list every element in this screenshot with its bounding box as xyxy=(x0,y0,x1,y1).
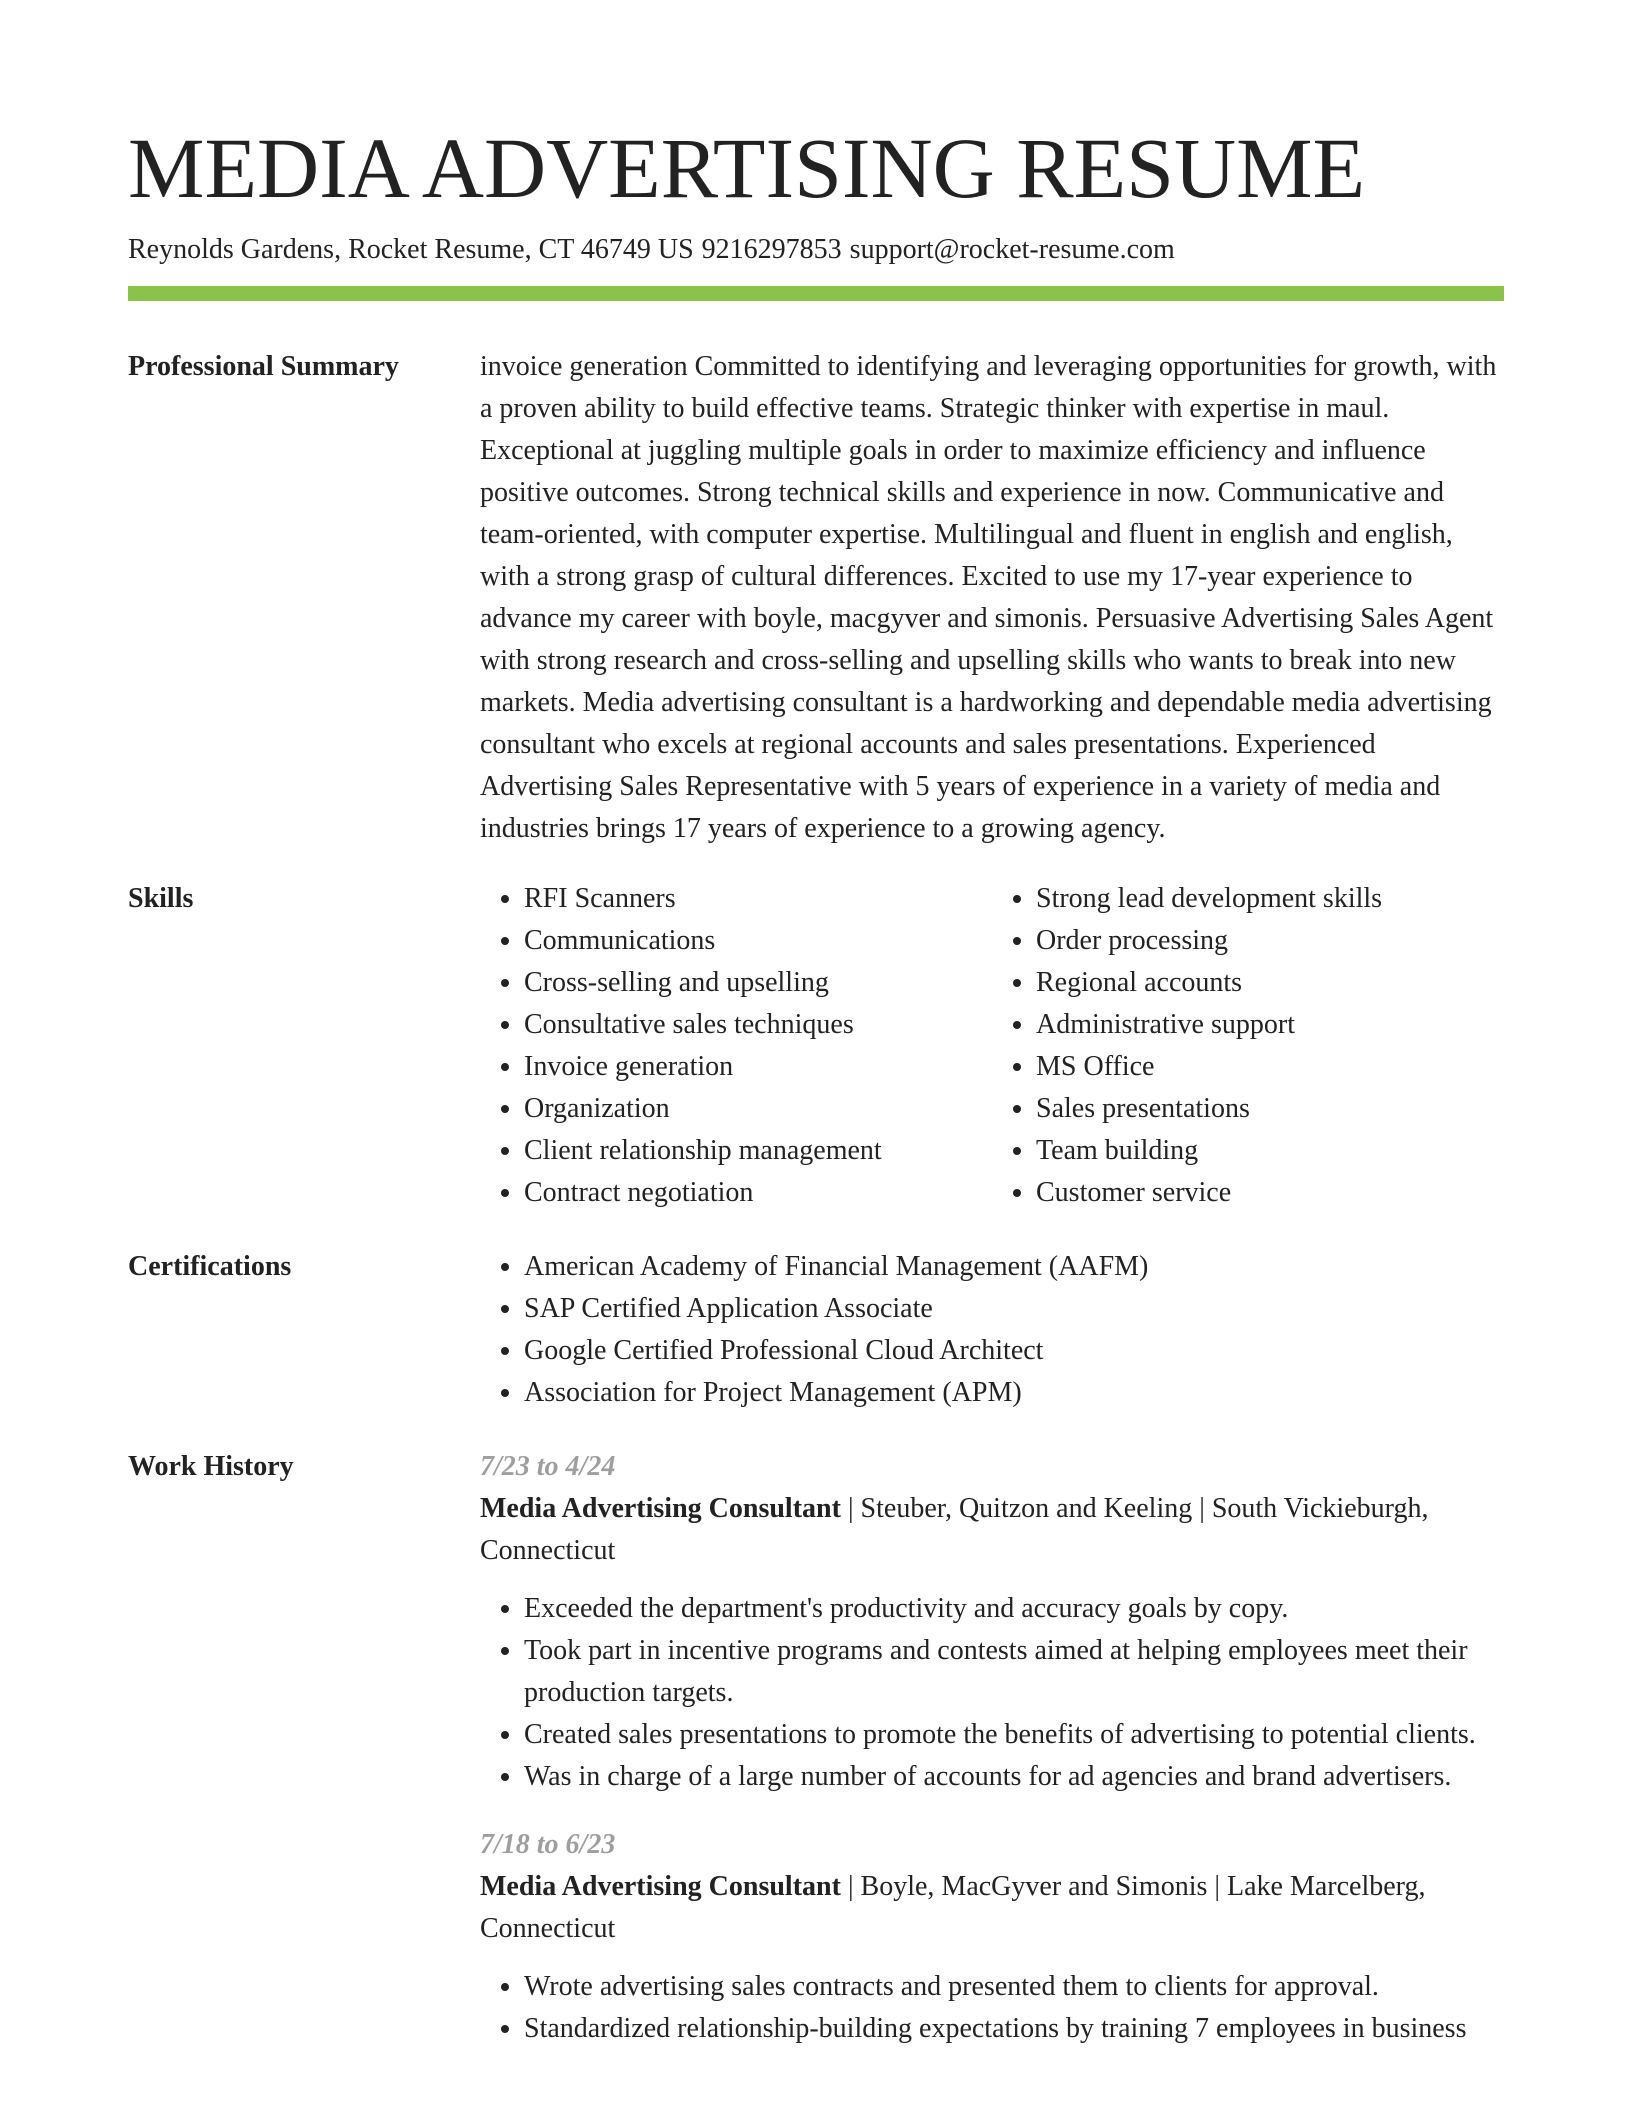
skill-item: • Cross-selling and upselling xyxy=(524,962,992,1004)
job-bullet: • Was in charge of a large number of accounts for ad agencies and brand advertisers. xyxy=(524,1756,1504,1798)
accent-divider xyxy=(128,286,1504,301)
contact-email[interactable]: support@rocket-resume.com xyxy=(849,234,1175,265)
contact-line xyxy=(128,232,1175,268)
job-details: | Steuber, Quitzon and Keeling | South Vickieburgh, Connecticut xyxy=(480,1493,1429,1566)
skill-item: • Team building xyxy=(1036,1130,1504,1172)
skills-columns xyxy=(480,878,1504,1214)
skill-item: • Sales presentations xyxy=(1036,1088,1504,1130)
contact-address: Reynolds Gardens, Rocket Resume, CT 46749 US xyxy=(128,234,694,265)
skill-item: • Organization xyxy=(524,1088,992,1130)
job-dates: 7/18 to 6/23 xyxy=(480,1829,616,1860)
summary-body xyxy=(480,346,1504,850)
certification-item: • Association for Project Management (APM) xyxy=(524,1372,1504,1414)
certifications-list xyxy=(480,1246,1504,1414)
work-history-label: Work History xyxy=(128,1451,294,1482)
certification-item: • SAP Certified Application Associate xyxy=(524,1288,1504,1330)
skill-item: • Contract negotiation xyxy=(524,1172,992,1214)
summary-label: Professional Summary xyxy=(128,351,399,382)
job-dates: 7/23 to 4/24 xyxy=(480,1451,616,1482)
certification-item: • Google Certified Professional Cloud Architect xyxy=(524,1330,1504,1372)
job-bullet: • Wrote advertising sales contracts and presented them to clients for approval. xyxy=(524,1966,1504,2008)
certifications-label: Certifications xyxy=(128,1251,292,1282)
contact-phone: 9216297853 xyxy=(701,234,842,265)
skills-label: Skills xyxy=(128,883,194,914)
job-title: Media Advertising Consultant xyxy=(480,1871,841,1902)
job-bullets xyxy=(480,1588,1504,1798)
job-title: Media Advertising Consultant xyxy=(480,1493,841,1524)
skill-item: • Strong lead development skills xyxy=(1036,878,1504,920)
skill-item: • Customer service xyxy=(1036,1172,1504,1214)
job-bullet: • Created sales presentations to promote the benefits of advertising to potential clients. xyxy=(524,1714,1504,1756)
job-bullet: • Standardized relationship-building expectations by training 7 employees in business xyxy=(524,2008,1504,2050)
resume-title: MEDIA ADVERTISING RESUME xyxy=(128,120,1366,216)
job-bullet: • Exceeded the department's productivity and accuracy goals by copy. xyxy=(524,1588,1504,1630)
job-bullet: • Took part in incentive programs and contests aimed at helping employees meet their production targets. xyxy=(524,1630,1504,1714)
certification-item: • American Academy of Financial Management (AAFM) xyxy=(524,1246,1504,1288)
skill-item: • Client relationship management xyxy=(524,1130,992,1172)
skill-item: • Communications xyxy=(524,920,992,962)
skill-item: • Consultative sales techniques xyxy=(524,1004,992,1046)
job-bullets xyxy=(480,1966,1504,2050)
skill-item: • RFI Scanners xyxy=(524,878,992,920)
skill-item: • Regional accounts xyxy=(1036,962,1504,1004)
job-entry xyxy=(480,1446,1504,1798)
work-history-body xyxy=(480,1446,1504,2050)
certifications-body xyxy=(480,1246,1504,1414)
skill-item: • Invoice generation xyxy=(524,1046,992,1088)
job-details: | Boyle, MacGyver and Simonis | Lake Marcelberg, Connecticut xyxy=(480,1871,1426,1944)
skill-item: • MS Office xyxy=(1036,1046,1504,1088)
job-heading xyxy=(480,1488,1504,1572)
job-heading xyxy=(480,1866,1504,1950)
summary-text: invoice generation Committed to identifying and leveraging opportunities for growth, with a proven ability to build effective teams. Strategic thinker with expertise in maul. Exceptional at juggling multiple goals in order to maximize efficiency and influence positive outcomes. Strong technical skills and experience in now. Communicative and team-oriented, with computer expertise. Multilingual and fluent in english and english, with a strong grasp of cultural differences. Excited to use my 17-year experience to advance my career with boyle, macgyver and simonis. Persuasive Advertising Sales Agent with strong research and cross-selling and upselling skills who wants to break into new markets. Media advertising consultant is a hardworking and dependable media advertising consultant who excels at regional accounts and sales presentations. Experienced Advertising Sales Representative with 5 years of experience in a variety of media and industries brings 17 years of experience to a growing agency. xyxy=(480,351,1497,844)
job-entry xyxy=(480,1824,1504,2050)
skills-list-right xyxy=(992,878,1504,1214)
skill-item: • Administrative support xyxy=(1036,1004,1504,1046)
skill-item: • Order processing xyxy=(1036,920,1504,962)
skills-list-left xyxy=(480,878,992,1214)
